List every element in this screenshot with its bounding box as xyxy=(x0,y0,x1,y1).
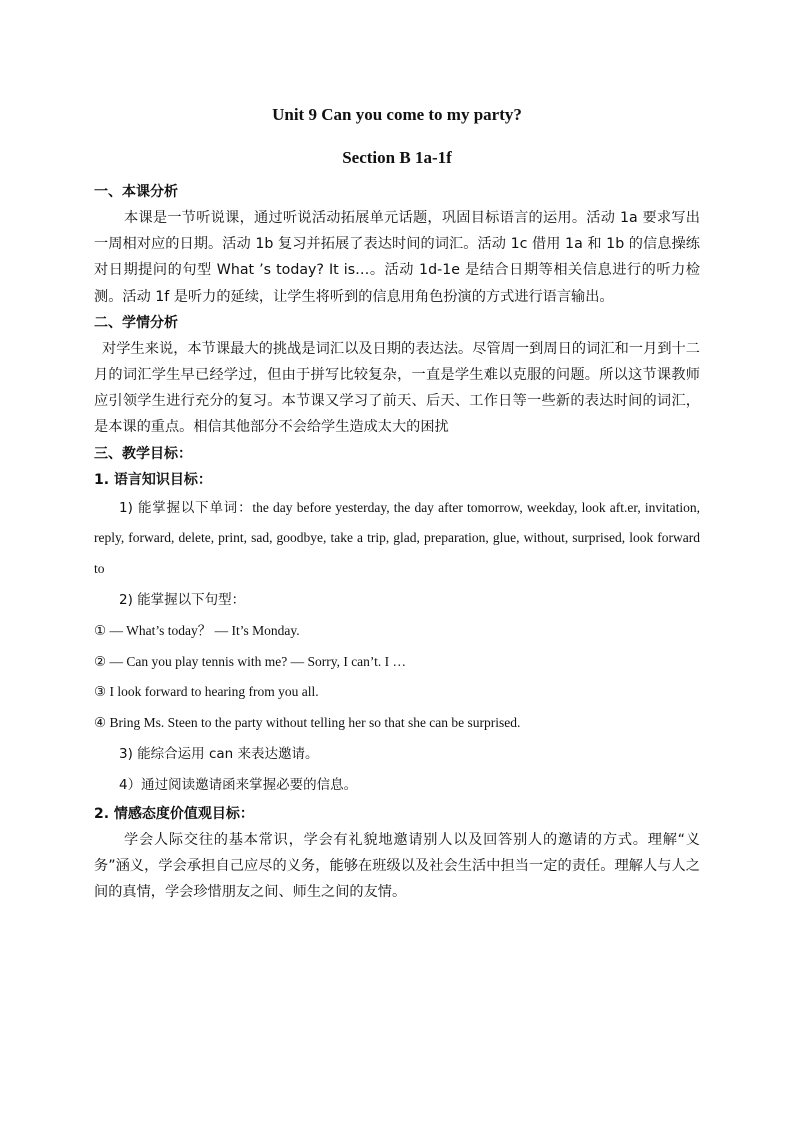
sentence-pattern-2: ② — Can you play tennis with me? — Sorry, I can’t. I … xyxy=(94,653,407,669)
lesson-analysis-paragraph: 本课是一节听说课，通过听说活动拓展单元话题，巩固目标语言的运用。活动 1a 要求写出一周相对应的日期。活动 1b 复习并拓展了表达时间的词汇。活动 1c 借用 1a 和 1b 的信息操练对日期提问的句型 What ’s today? It is…。活动 1d-1e 是结合日期等相关信息进行的听力检测。活动 1f 是听力的延续，让学生将听到的信息用角色扮演的方式进行语言输出。 xyxy=(94,210,700,305)
student-analysis-paragraph: 对学生来说，本节课最大的挑战是词汇以及日期的表达法。尽管周一到周日的词汇和一月到十二月的词汇学生早已经学过，但由于拼写比较复杂，一直是学生难以克服的问题。所以这节课教师应引领学生进行充分的复习。本节课又学习了前天、后天、工作日等一些新的表达时间的词汇，是本课的重点。相信其他部分不会给学生造成太大的困扰 xyxy=(94,340,700,436)
sentence-pattern-1: ① — What’s today？ — It’s Monday. xyxy=(94,622,300,638)
vocabulary-item xyxy=(94,493,700,585)
document-title: Unit 9 Can you come to my party? xyxy=(272,105,522,124)
sentence-patterns-item: 2) 能掌握以下句型： xyxy=(119,592,246,609)
document-content xyxy=(94,100,700,905)
document-subtitle: Section B 1a-1f xyxy=(342,148,452,167)
sentence-pattern-3: ③ I look forward to hearing from you all. xyxy=(94,684,319,700)
vocabulary-item-prefix: 1) 能掌握以下单词： xyxy=(119,499,253,516)
section-heading-lesson-analysis: 一、本课分析 xyxy=(94,184,178,200)
emotional-values-paragraph: 学会人际交往的基本常识，学会有礼貌地邀请别人以及回答别人的邀请的方式。理解“义务”涵义，学会承担自己应尽的义务，能够在班级以及社会生活中担当一定的责任。理解人与人之间的真情，学会珍惜朋友之间、师生之间的友情。 xyxy=(94,831,700,900)
section-heading-student-analysis: 二、学情分析 xyxy=(94,314,178,331)
section-heading-teaching-goals: 三、教学目标： xyxy=(94,445,192,462)
goal-heading-language-knowledge: 1. 语言知识目标： xyxy=(94,471,212,488)
goal-heading-emotional-values: 2. 情感态度价值观目标： xyxy=(94,805,254,822)
reading-invitation-item: 4）通过阅读邀请函来掌握必要的信息。 xyxy=(119,776,358,793)
invitation-usage-item: 3) 能综合运用 can 来表达邀请。 xyxy=(119,746,319,762)
vocabulary-word-list: the day before yesterday, the day after tomorrow, weekday, look aft.er, invitation, reply, forward, delete, print, sad, goodbye, take a trip, glad, preparation, glue, without, surprised, look forward to xyxy=(94,499,700,577)
sentence-pattern-4: ④ Bring Ms. Steen to the party without telling her so that she can be surprised. xyxy=(94,715,521,731)
